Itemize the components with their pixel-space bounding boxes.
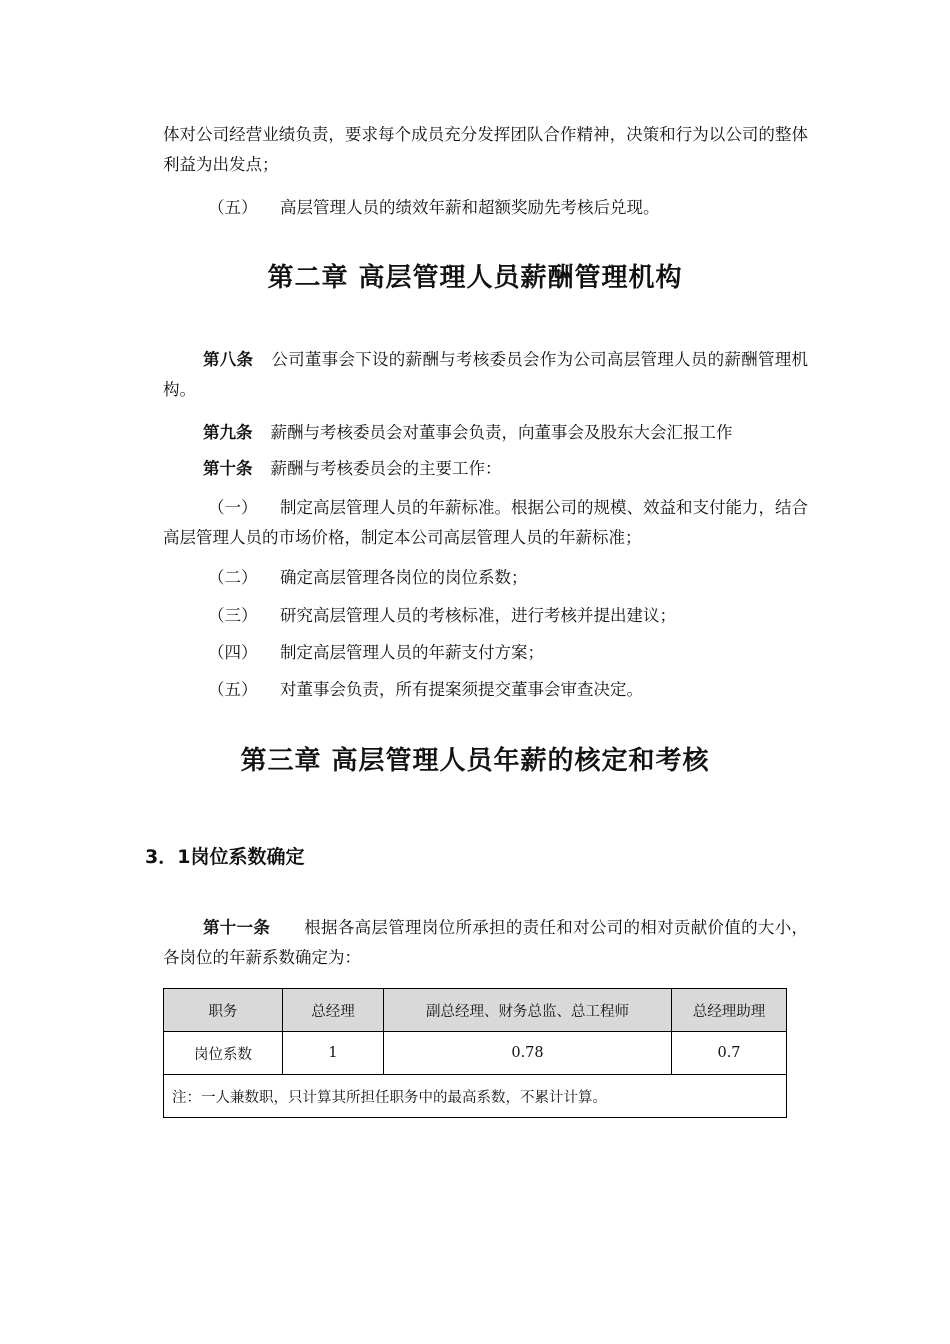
table-header-row	[164, 989, 787, 1032]
table-note: 注：一人兼数职，只计算其所担任职务中的最高系数，不累计计算。	[164, 1075, 787, 1118]
article-10	[163, 457, 808, 481]
article-9	[163, 421, 808, 445]
article-10-item-4	[163, 641, 808, 665]
article-text: 根据各高层管理岗位所承担的责任和对公司的相对贡献价值的大小，各岗位的年薪系数确定为：	[163, 918, 809, 967]
clause-number: （五）	[208, 680, 258, 699]
article-10-item-2	[163, 566, 808, 590]
article-text: 公司董事会下设的薪酬与考核委员会作为公司高层管理人员的薪酬管理机构。	[163, 350, 809, 399]
clause-text: 制定高层管理人员的年薪标准。根据公司的规模、效益和支付能力，结合高层管理人员的市场价格，制定本公司高层管理人员的年薪标准；	[163, 498, 808, 547]
clause-item-5-previous	[163, 196, 808, 220]
article-11	[163, 913, 808, 973]
continuation-paragraph: 体对公司经营业绩负责，要求每个成员充分发挥团队合作精神，决策和行为以公司的整体利益为出发点；	[163, 125, 808, 174]
clause-number: （二）	[208, 568, 258, 587]
clause-text: 研究高层管理人员的考核标准，进行考核并提出建议；	[280, 606, 676, 625]
article-10-item-5	[163, 678, 808, 702]
clause-number: （一）	[208, 498, 258, 517]
chapter-3-title: 第三章 高层管理人员年薪的核定和考核	[240, 746, 710, 776]
section-3-1-title: 3．1岗位系数确定	[145, 846, 305, 868]
article-label: 第九条	[203, 423, 253, 442]
table-cell: 0.78	[384, 1032, 672, 1075]
table-header-cell: 总经理助理	[672, 989, 787, 1032]
clause-number: （三）	[208, 606, 258, 625]
table-row	[164, 1032, 787, 1075]
chapter-2-title: 第二章 高层管理人员薪酬管理机构	[267, 263, 683, 293]
clause-number: （五）	[208, 198, 258, 217]
article-text: 薪酬与考核委员会的主要工作：	[270, 459, 502, 478]
article-label: 第十条	[203, 459, 253, 478]
table-header-cell: 总经理	[283, 989, 384, 1032]
clause-text: 对董事会负责，所有提案须提交董事会审查决定。	[280, 680, 643, 699]
article-10-item-3	[163, 604, 808, 628]
article-label: 第八条	[203, 350, 254, 369]
table-note-row	[164, 1075, 787, 1118]
article-10-item-1	[163, 493, 808, 553]
table-header-cell: 职务	[164, 989, 283, 1032]
position-coefficient-table	[163, 988, 787, 1118]
clause-text: 制定高层管理人员的年薪支付方案；	[280, 643, 544, 662]
table-header-cell: 副总经理、财务总监、总工程师	[384, 989, 672, 1032]
clause-text: 确定高层管理各岗位的岗位系数；	[280, 568, 528, 587]
clause-number: （四）	[208, 643, 258, 662]
table-cell: 1	[283, 1032, 384, 1075]
table-cell: 0.7	[672, 1032, 787, 1075]
clause-text: 高层管理人员的绩效年薪和超额奖励先考核后兑现。	[280, 198, 660, 217]
article-8	[163, 345, 808, 405]
article-label: 第十一条	[203, 918, 271, 937]
table-cell: 岗位系数	[164, 1032, 283, 1075]
article-text: 薪酬与考核委员会对董事会负责，向董事会及股东大会汇报工作	[270, 423, 733, 442]
